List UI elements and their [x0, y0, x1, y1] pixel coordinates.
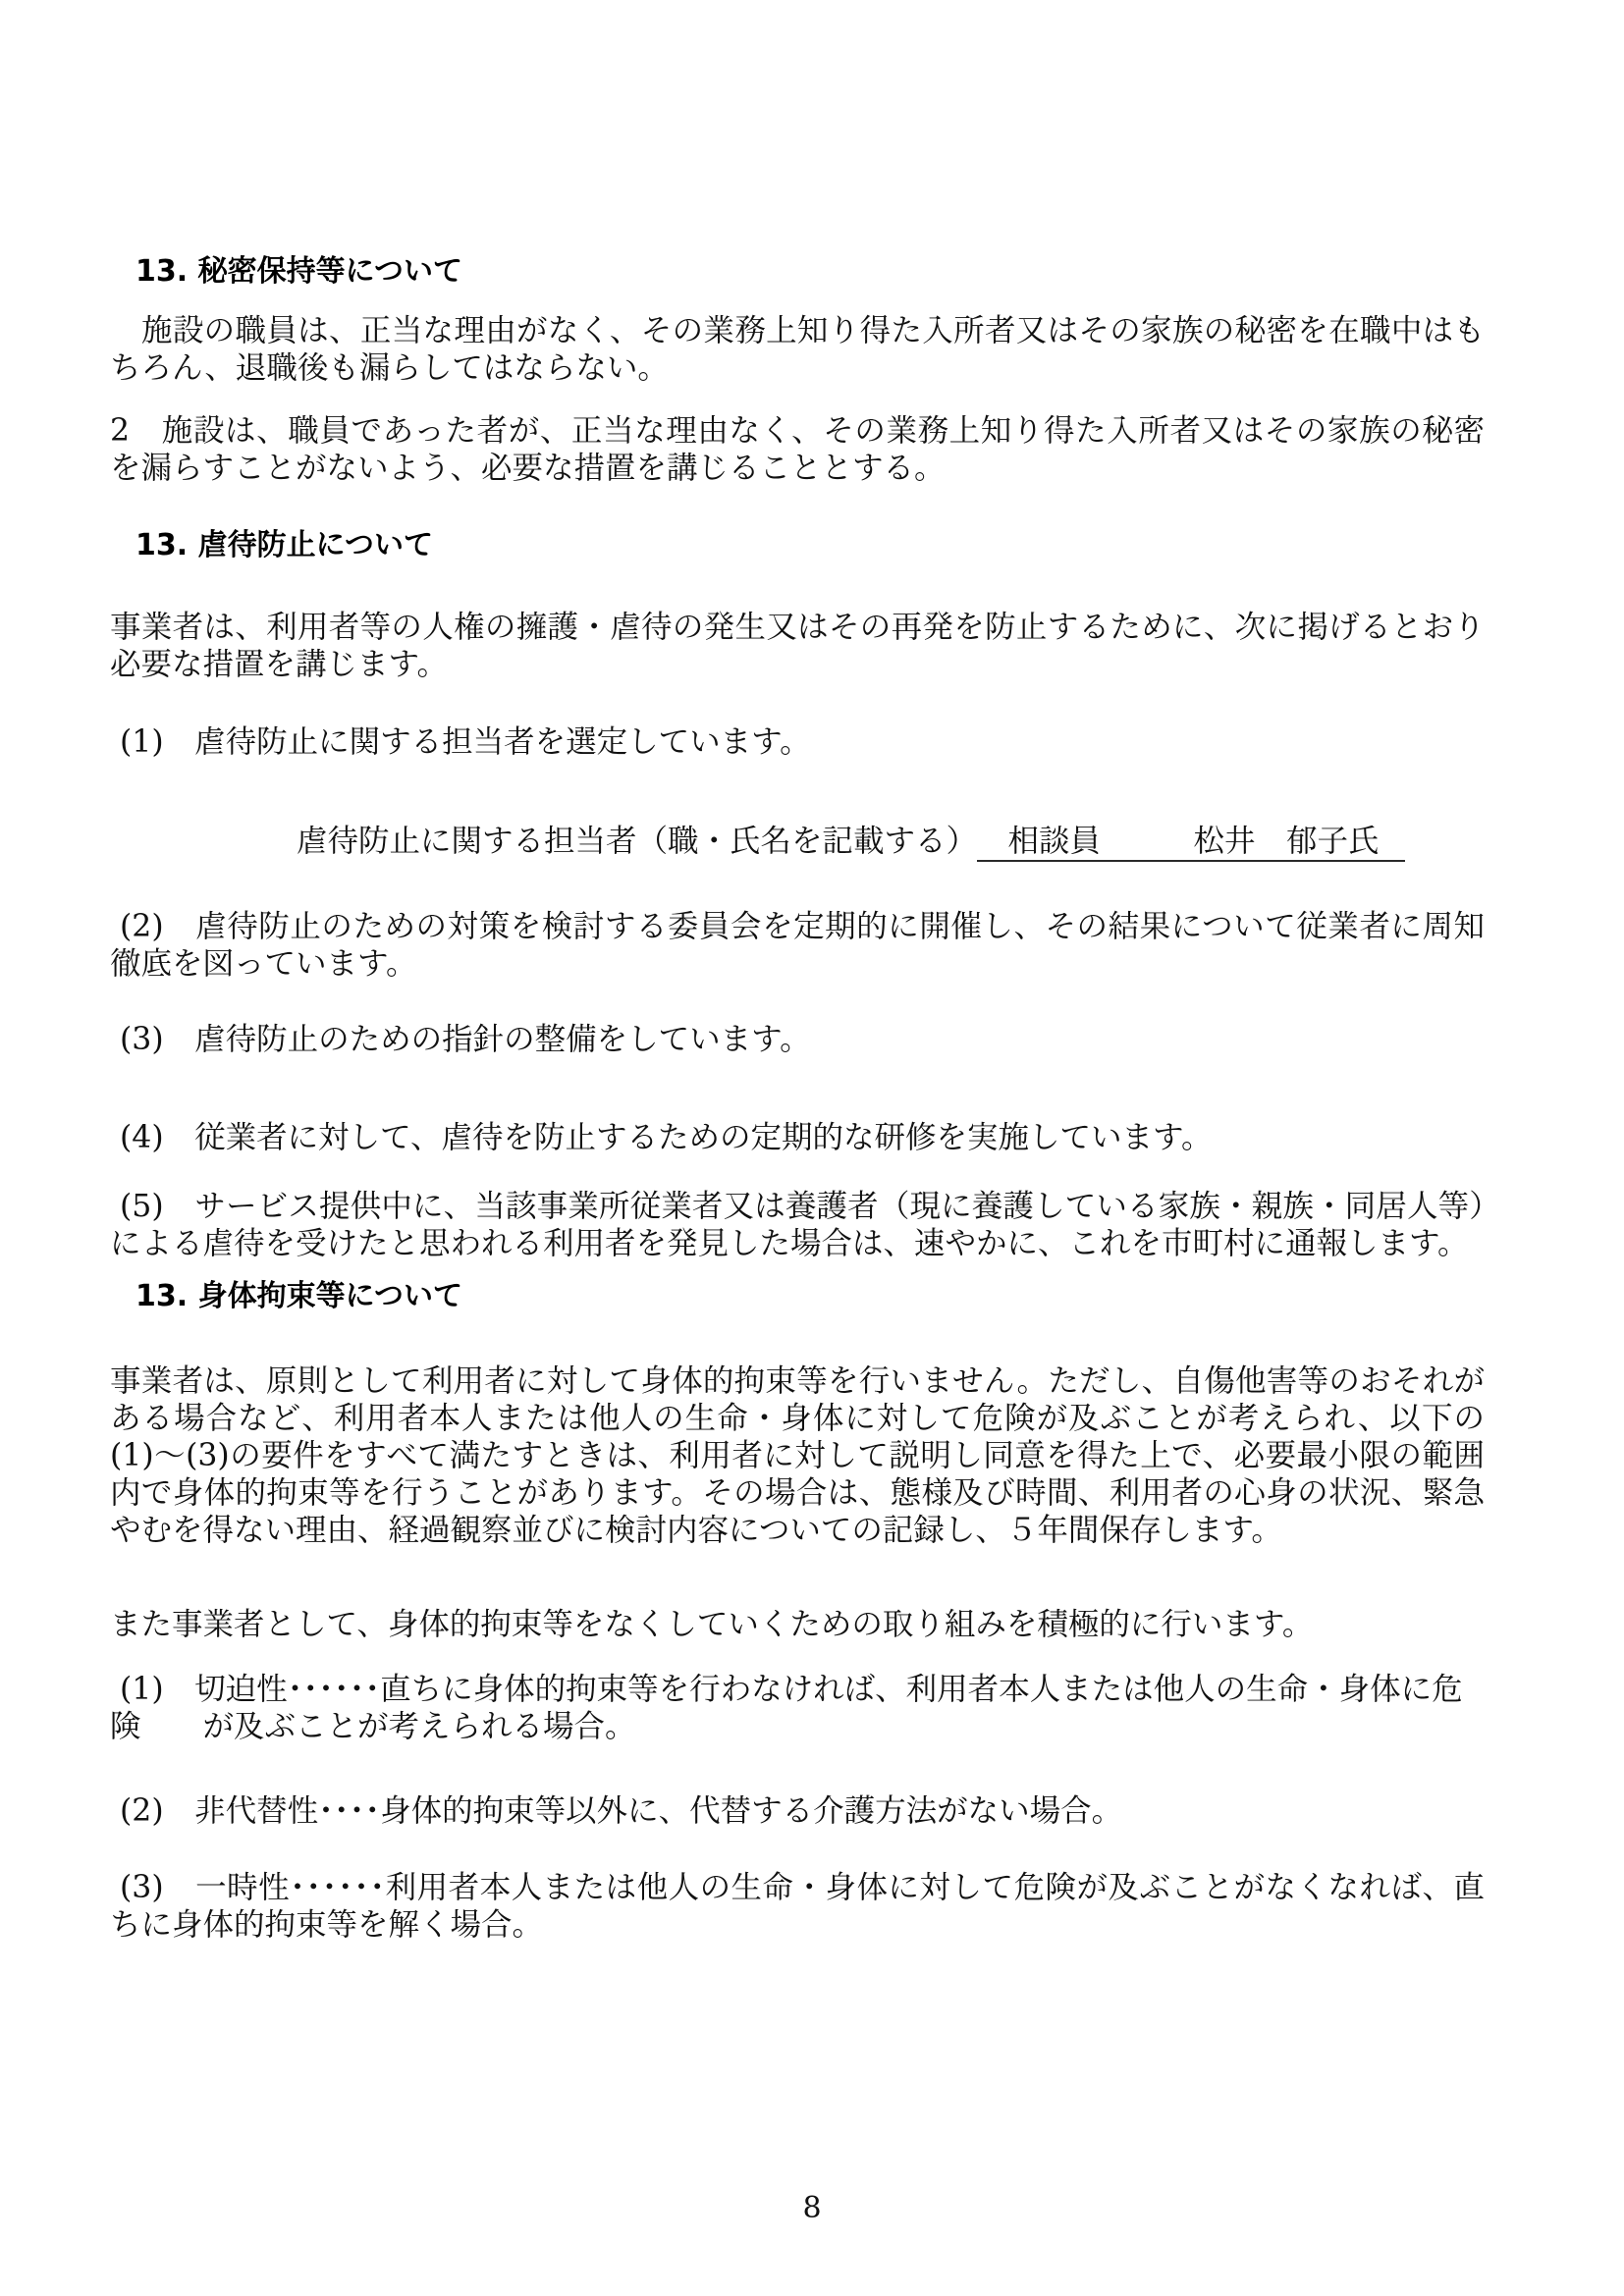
restraint-item-temporariness: (3) 一時性･･････利用者本人または他人の生命・身体に対して危険が及ぶことがなくなれば、直ちに身体的拘束等を解く場合。	[110, 1870, 1485, 1943]
restraint-item-urgency-line-2: 険 が及ぶことが考えられる場合。	[110, 1709, 636, 1744]
confidentiality-paragraph-1: 施設の職員は、正当な理由がなく、その業務上知り得た入所者又はその家族の秘密を在職中はもちろん、退職後も漏らしてはならない。	[110, 313, 1485, 386]
abuse-item-3: (3) 虐待防止のための指針の整備をしています。	[120, 1022, 811, 1057]
section-heading-abuse-prevention: 13. 虐待防止について	[135, 528, 433, 562]
designee-label: 虐待防止に関する担当者（職・氏名を記載する）	[297, 824, 978, 859]
restraint-item-urgency	[110, 1671, 1485, 1745]
abuse-designee-line	[297, 823, 1485, 862]
abuse-item-5: (5) サービス提供中に、当該事業所従業者又は養護者（現に養護している家族・親族・同居人等）による虐待を受けたと思われる利用者を発見した場合は、速やかに、これを市町村に通報します。	[110, 1189, 1485, 1261]
abuse-item-4: (4) 従業者に対して、虐待を防止するための定期的な研修を実施しています。	[120, 1120, 1213, 1155]
designee-value: 相談員 松井 郁子氏	[977, 823, 1405, 862]
confidentiality-paragraph-2: 2 施設は、職員であった者が、正当な理由なく、その業務上知り得た入所者又はその家族の秘密を漏らすことがないよう、必要な措置を講じることとする。	[110, 413, 1485, 486]
abuse-prevention-intro: 事業者は、利用者等の人権の擁護・虐待の発生又はその再発を防止するために、次に掲げるとおり必要な措置を講じます。	[110, 610, 1485, 682]
page-number: 8	[802, 2191, 822, 2225]
restraint-item-non-substitutability: (2) 非代替性････身体的拘束等以外に、代替する介護方法がない場合。	[120, 1793, 1123, 1829]
section-heading-confidentiality: 13. 秘密保持等について	[135, 254, 462, 289]
physical-restraint-intro: 事業者は、原則として利用者に対して身体的拘束等を行いません。ただし、自傷他害等のおそれがある場合など、利用者本人または他人の生命・身体に対して危険が及ぶことが考えられ、以下の(1)～(3)の要件をすべて満たすときは、利用者に対して説明し同意を得た上で、必要最小限の範囲内で身体的拘束等を行うことがあります。その場合は、態様及び時間、利用者の心身の状況、緊急やむを得ない理由、経過観察並びに検討内容についての記録し、５年間保存します。	[110, 1363, 1485, 1548]
restraint-item-urgency-line-1: (1) 切迫性･･････直ちに身体的拘束等を行わなければ、利用者本人または他人の生命・身体に危	[120, 1672, 1463, 1707]
section-heading-physical-restraint: 13. 身体拘束等について	[135, 1279, 462, 1313]
abuse-item-2: (2) 虐待防止のための対策を検討する委員会を定期的に開催し、その結果について従業者に周知徹底を図っています。	[110, 909, 1485, 982]
physical-restraint-policy: また事業者として、身体的拘束等をなくしていくための取り組みを積極的に行います。	[110, 1607, 1314, 1642]
abuse-item-1: (1) 虐待防止に関する担当者を選定しています。	[120, 724, 811, 760]
